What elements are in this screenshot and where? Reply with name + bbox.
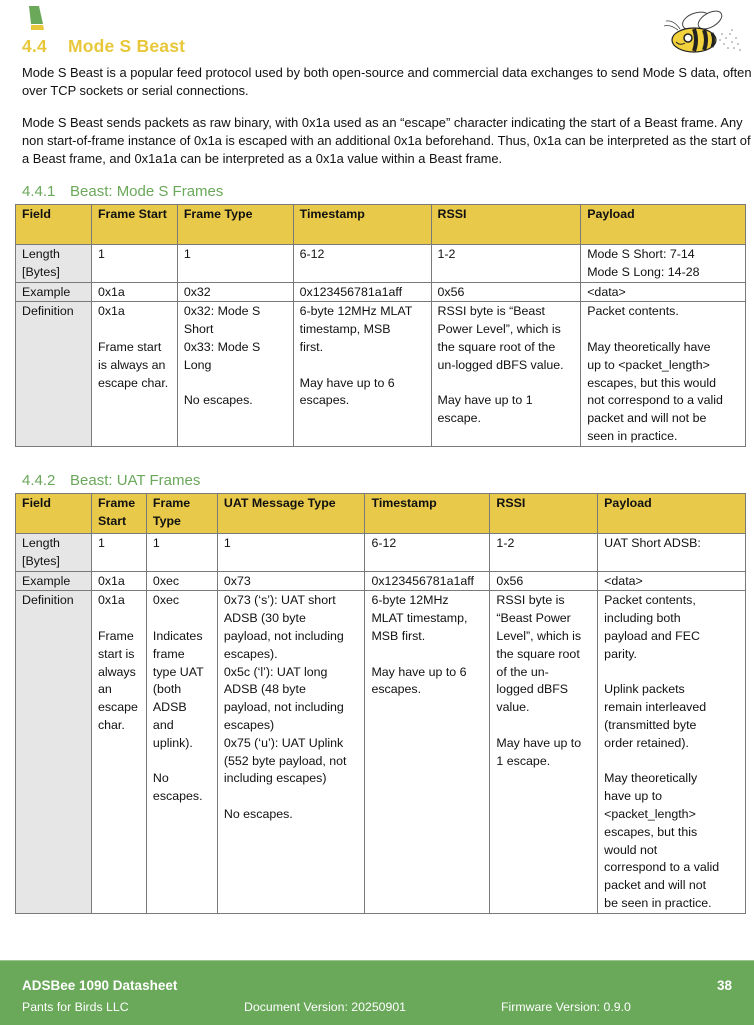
cell-line: always (97, 664, 136, 679)
cell-line (587, 321, 739, 339)
cell-line: 0x33: Mode S (183, 339, 261, 354)
cell-line: 1-2 (496, 536, 515, 550)
cell-line: escape. (437, 411, 481, 426)
cell-line: UAT Short ADSB: (604, 536, 701, 550)
cell-line: Field (22, 496, 51, 510)
uat-frames-heading (22, 472, 200, 489)
cell-line: Short (183, 322, 214, 337)
cell-line: Uplink packets (604, 682, 685, 697)
cell-line: 0x1a (97, 304, 125, 319)
table-cell (91, 302, 177, 446)
cell-line: an (97, 682, 112, 697)
section-number: 4.4 (22, 36, 47, 56)
cell-line: Packet contents. (587, 304, 679, 319)
table-cell (293, 302, 431, 446)
cell-line: Level”, which is (496, 628, 582, 643)
modes-frames-number: 4.4.1 (22, 183, 56, 200)
cell-line: May have up to 6 (371, 664, 467, 679)
cell-line: 0xec (152, 593, 180, 608)
cell-line: 0x5c (‘l’): UAT long (223, 664, 328, 679)
cell-line: 0x73 (‘s’): UAT short (223, 593, 336, 608)
cell-line: 0x56 (496, 573, 524, 588)
header-rssi: RSSI (431, 205, 581, 245)
modes-frames-table (15, 204, 746, 447)
cell-line: Frame (97, 628, 134, 643)
cell-line: payload, not including (223, 700, 344, 715)
footer-company: Pants for Birds LLC (22, 1000, 129, 1014)
cell-line: Power Level”, which is (437, 322, 561, 337)
cell-line: MLAT timestamp, (371, 611, 468, 626)
cell-line: char. (97, 717, 125, 732)
cell-line: and (152, 717, 174, 732)
table-cell (293, 245, 431, 283)
cell-line (184, 375, 287, 393)
cell-line: “Beast Power (496, 611, 571, 626)
cell-line (604, 753, 739, 771)
cell-line: 6-byte 12MHz (371, 593, 449, 608)
header-frame-start: Frame Start (91, 205, 177, 245)
cell-line (604, 664, 739, 682)
cell-line: payload, not including (223, 628, 344, 643)
cell-line: May have up to 6 (299, 375, 395, 390)
cell-line: escapes, but this would (587, 375, 716, 390)
table-cell (581, 245, 746, 283)
table-cell (177, 245, 293, 283)
table-cell (177, 302, 293, 446)
cell-line: parity. (604, 646, 637, 661)
cell-line (300, 357, 425, 375)
table-cell (598, 591, 746, 913)
cell-line: type UAT (152, 664, 204, 679)
cell-line: No (152, 771, 169, 786)
cell-line: May theoretically (604, 771, 698, 786)
cell-line: correspond to a valid (604, 860, 720, 875)
table-cell (431, 245, 581, 283)
cell-line: not correspond to a valid (587, 393, 723, 408)
cell-line: May theoretically have (587, 339, 711, 354)
cell-line: ADSB (152, 700, 187, 715)
cell-line: would not (604, 842, 658, 857)
table-header-row (16, 494, 746, 534)
cell-line (496, 717, 591, 735)
table-cell (91, 534, 146, 572)
cell-line: be seen in practice. (604, 895, 712, 910)
cell-line: ADSB (30 byte (223, 611, 306, 626)
table-header-cell (146, 494, 217, 534)
footer-document-title: ADSBee 1090 Datasheet (22, 978, 178, 993)
table-cell (431, 282, 581, 302)
cell-line: uplink). (152, 735, 193, 750)
page-footer (0, 960, 754, 1025)
cell-line: start is (97, 646, 135, 661)
uat-frames-table (15, 493, 746, 914)
header-field: Field (16, 205, 92, 245)
cell-line: RSSI (496, 496, 526, 510)
cell-line: <data> (587, 284, 626, 299)
cell-line: 1 (97, 247, 105, 261)
table-cell (91, 245, 177, 283)
cell-line: May have up to 1 (437, 393, 533, 408)
cell-line: escape char. (97, 375, 169, 390)
table-header-cell (490, 494, 598, 534)
section-heading (22, 36, 185, 57)
table-header-cell (217, 494, 365, 534)
cell-line: [Bytes] (22, 553, 60, 568)
cell-line: escapes) (223, 717, 275, 732)
cell-line: Mode S Long: 14-28 (587, 264, 700, 279)
table-row (16, 591, 746, 913)
cell-line: 6-byte 12MHz MLAT (299, 304, 413, 319)
cell-line: Start (97, 513, 127, 528)
cell-line: (552 byte payload, not (223, 753, 347, 768)
cell-line: (both (152, 682, 182, 697)
cell-line: 0x1a (97, 573, 125, 588)
cell-line: packet and will not be (587, 411, 707, 426)
cell-line: 0x1a (97, 593, 125, 608)
table-header-cell (365, 494, 490, 534)
table-cell (365, 534, 490, 572)
logo-icon (26, 6, 48, 32)
cell-line: 1 escape. (496, 753, 551, 768)
cell-line: payload and FEC (604, 628, 700, 643)
cell-line: 0x73 (223, 573, 251, 588)
cell-line: Mode S Short: 7-14 (587, 247, 695, 261)
table-cell (177, 282, 293, 302)
cell-line (153, 753, 211, 771)
cell-line: Payload (604, 496, 652, 510)
cell-line: [Bytes] (22, 264, 60, 279)
table-cell (490, 571, 598, 591)
table-cell (365, 591, 490, 913)
cell-line (438, 375, 575, 393)
row-label (16, 591, 92, 913)
table-row (16, 282, 746, 302)
table-header-row (16, 205, 746, 245)
row-label (16, 282, 92, 302)
table-cell (490, 591, 598, 913)
cell-line: of the un- (496, 664, 549, 679)
row-label (16, 571, 92, 591)
row-label (16, 302, 92, 446)
cell-line: Long (183, 357, 212, 372)
cell-line: 1 (183, 247, 191, 261)
cell-line: value. (496, 700, 530, 715)
cell-line: 0x32: Mode S (183, 304, 261, 319)
table-row (16, 571, 746, 591)
table-cell (581, 282, 746, 302)
cell-line: 0x56 (437, 284, 465, 299)
escape-paragraph: Mode S Beast sends packets as raw binary, with 0x1a used as an “escape” character indicating the start of a Beast frame. Any non start-of-frame instance of 0x1a is escaped with an additional 0x1a beforehand. Thus, 0x1a can be interpreted as the start of a Beast frame, and 0x1a1a can be interpreted as a 0x1a value within a Beast frame. (22, 115, 751, 167)
cell-line: Type (152, 513, 181, 528)
cell-line: Frame (97, 496, 136, 510)
cell-line: escapes. (299, 393, 350, 408)
uat-frames-title: Beast: UAT Frames (70, 472, 201, 489)
cell-line: Example (22, 284, 71, 299)
table-cell (217, 571, 365, 591)
cell-line: (transmitted byte (604, 717, 697, 732)
cell-line: up to <packet_length> (587, 357, 710, 372)
cell-line: UAT Message Type (223, 496, 336, 510)
cell-line: Frame start (97, 339, 162, 354)
table-header-cell (16, 494, 92, 534)
cell-line: remain interleaved (604, 700, 707, 715)
header-timestamp: Timestamp (293, 205, 431, 245)
cell-line: escapes, but this (604, 824, 698, 839)
table-cell (146, 571, 217, 591)
cell-line: un-logged dBFS value. (437, 357, 564, 372)
cell-line: Packet contents, (604, 593, 696, 608)
table-row (16, 245, 746, 283)
cell-line: order retained). (604, 735, 689, 750)
cell-line: escapes. (152, 789, 203, 804)
cell-line: 1 (152, 536, 160, 550)
row-label (16, 534, 92, 572)
cell-line: the square root of the (437, 339, 556, 354)
table-cell (146, 534, 217, 572)
table-row (16, 534, 746, 572)
table-cell (293, 282, 431, 302)
cell-line: escape (97, 700, 138, 715)
header-payload: Payload (581, 205, 746, 245)
cell-line: packet and will not (604, 878, 707, 893)
cell-line: Length (22, 247, 60, 261)
cell-line: frame (152, 646, 185, 661)
table-cell (217, 534, 365, 572)
cell-line: logged dBFS (496, 682, 569, 697)
cell-line: 0x32 (183, 284, 211, 299)
table-cell (598, 534, 746, 572)
header-frame-type: Frame Type (177, 205, 293, 245)
table-header-cell (91, 494, 146, 534)
table-cell (217, 591, 365, 913)
footer-document-version: Document Version: 20250901 (244, 1000, 407, 1014)
table-cell (91, 591, 146, 913)
cell-line: including escapes) (223, 771, 327, 786)
cell-line: May have up to (496, 735, 582, 750)
cell-line: escapes. (371, 682, 422, 697)
modes-frames-title: Beast: Mode S Frames (70, 183, 224, 200)
cell-line (153, 610, 211, 628)
cell-line: 0x1a (97, 284, 125, 299)
cell-line: Frame (152, 496, 191, 510)
cell-line (98, 321, 171, 339)
cell-line: Definition (22, 593, 74, 608)
cell-line: RSSI byte is (496, 593, 565, 608)
cell-line: 1 (97, 536, 105, 550)
cell-line: is always an (97, 357, 166, 372)
cell-line (224, 788, 359, 806)
cell-line: 0x123456781a1aff (299, 284, 403, 299)
cell-line (371, 646, 483, 664)
cell-line: Indicates (152, 628, 203, 643)
cell-line: 0xec (152, 573, 180, 588)
table-cell (91, 571, 146, 591)
cell-line: ADSB (48 byte (223, 682, 306, 697)
cell-line: first. (299, 339, 324, 354)
cell-line: seen in practice. (587, 428, 678, 443)
cell-line: Example (22, 573, 71, 588)
cell-line: the square root (496, 646, 580, 661)
cell-line: Definition (22, 304, 74, 319)
cell-line: 1-2 (437, 247, 456, 261)
cell-line (98, 610, 140, 628)
cell-line: <packet_length> (604, 806, 696, 821)
table-cell (490, 534, 598, 572)
table-cell (431, 302, 581, 446)
table-cell (91, 282, 177, 302)
table-cell (598, 571, 746, 591)
table-cell (146, 591, 217, 913)
section-title: Mode S Beast (68, 36, 186, 56)
cell-line: 0x75 (‘u’): UAT Uplink (223, 735, 344, 750)
cell-line: 1 (223, 536, 231, 550)
table-header-cell (598, 494, 746, 534)
cell-line: including both (604, 611, 681, 626)
table-cell (581, 302, 746, 446)
modes-frames-heading (22, 183, 223, 200)
cell-line: timestamp, MSB (299, 322, 391, 337)
cell-line: RSSI byte is “Beast (437, 304, 545, 319)
cell-line: <data> (604, 573, 643, 588)
table-row (16, 302, 746, 446)
cell-line: Timestamp (371, 496, 437, 510)
cell-line: escapes). (223, 646, 278, 661)
row-label (16, 245, 92, 283)
cell-line: 6-12 (299, 247, 325, 261)
intro-paragraph: Mode S Beast is a popular feed protocol used by both open-source and commercial data exchanges to send Mode S data, often over TCP sockets or serial connections. (22, 65, 752, 99)
cell-line: No escapes. (223, 806, 293, 821)
cell-line: Length (22, 536, 60, 550)
footer-page-number: 38 (716, 978, 732, 993)
cell-line: MSB first. (371, 628, 426, 643)
footer-firmware-version: Firmware Version: 0.9.0 (501, 1000, 631, 1014)
cell-line: No escapes. (183, 393, 253, 408)
table-cell (365, 571, 490, 591)
cell-line: have up to (604, 789, 663, 804)
cell-line: 6-12 (371, 536, 397, 550)
cell-line: 0x123456781a1aff (371, 573, 474, 588)
uat-frames-number: 4.4.2 (22, 472, 56, 489)
bee-mascot-icon (652, 8, 744, 56)
